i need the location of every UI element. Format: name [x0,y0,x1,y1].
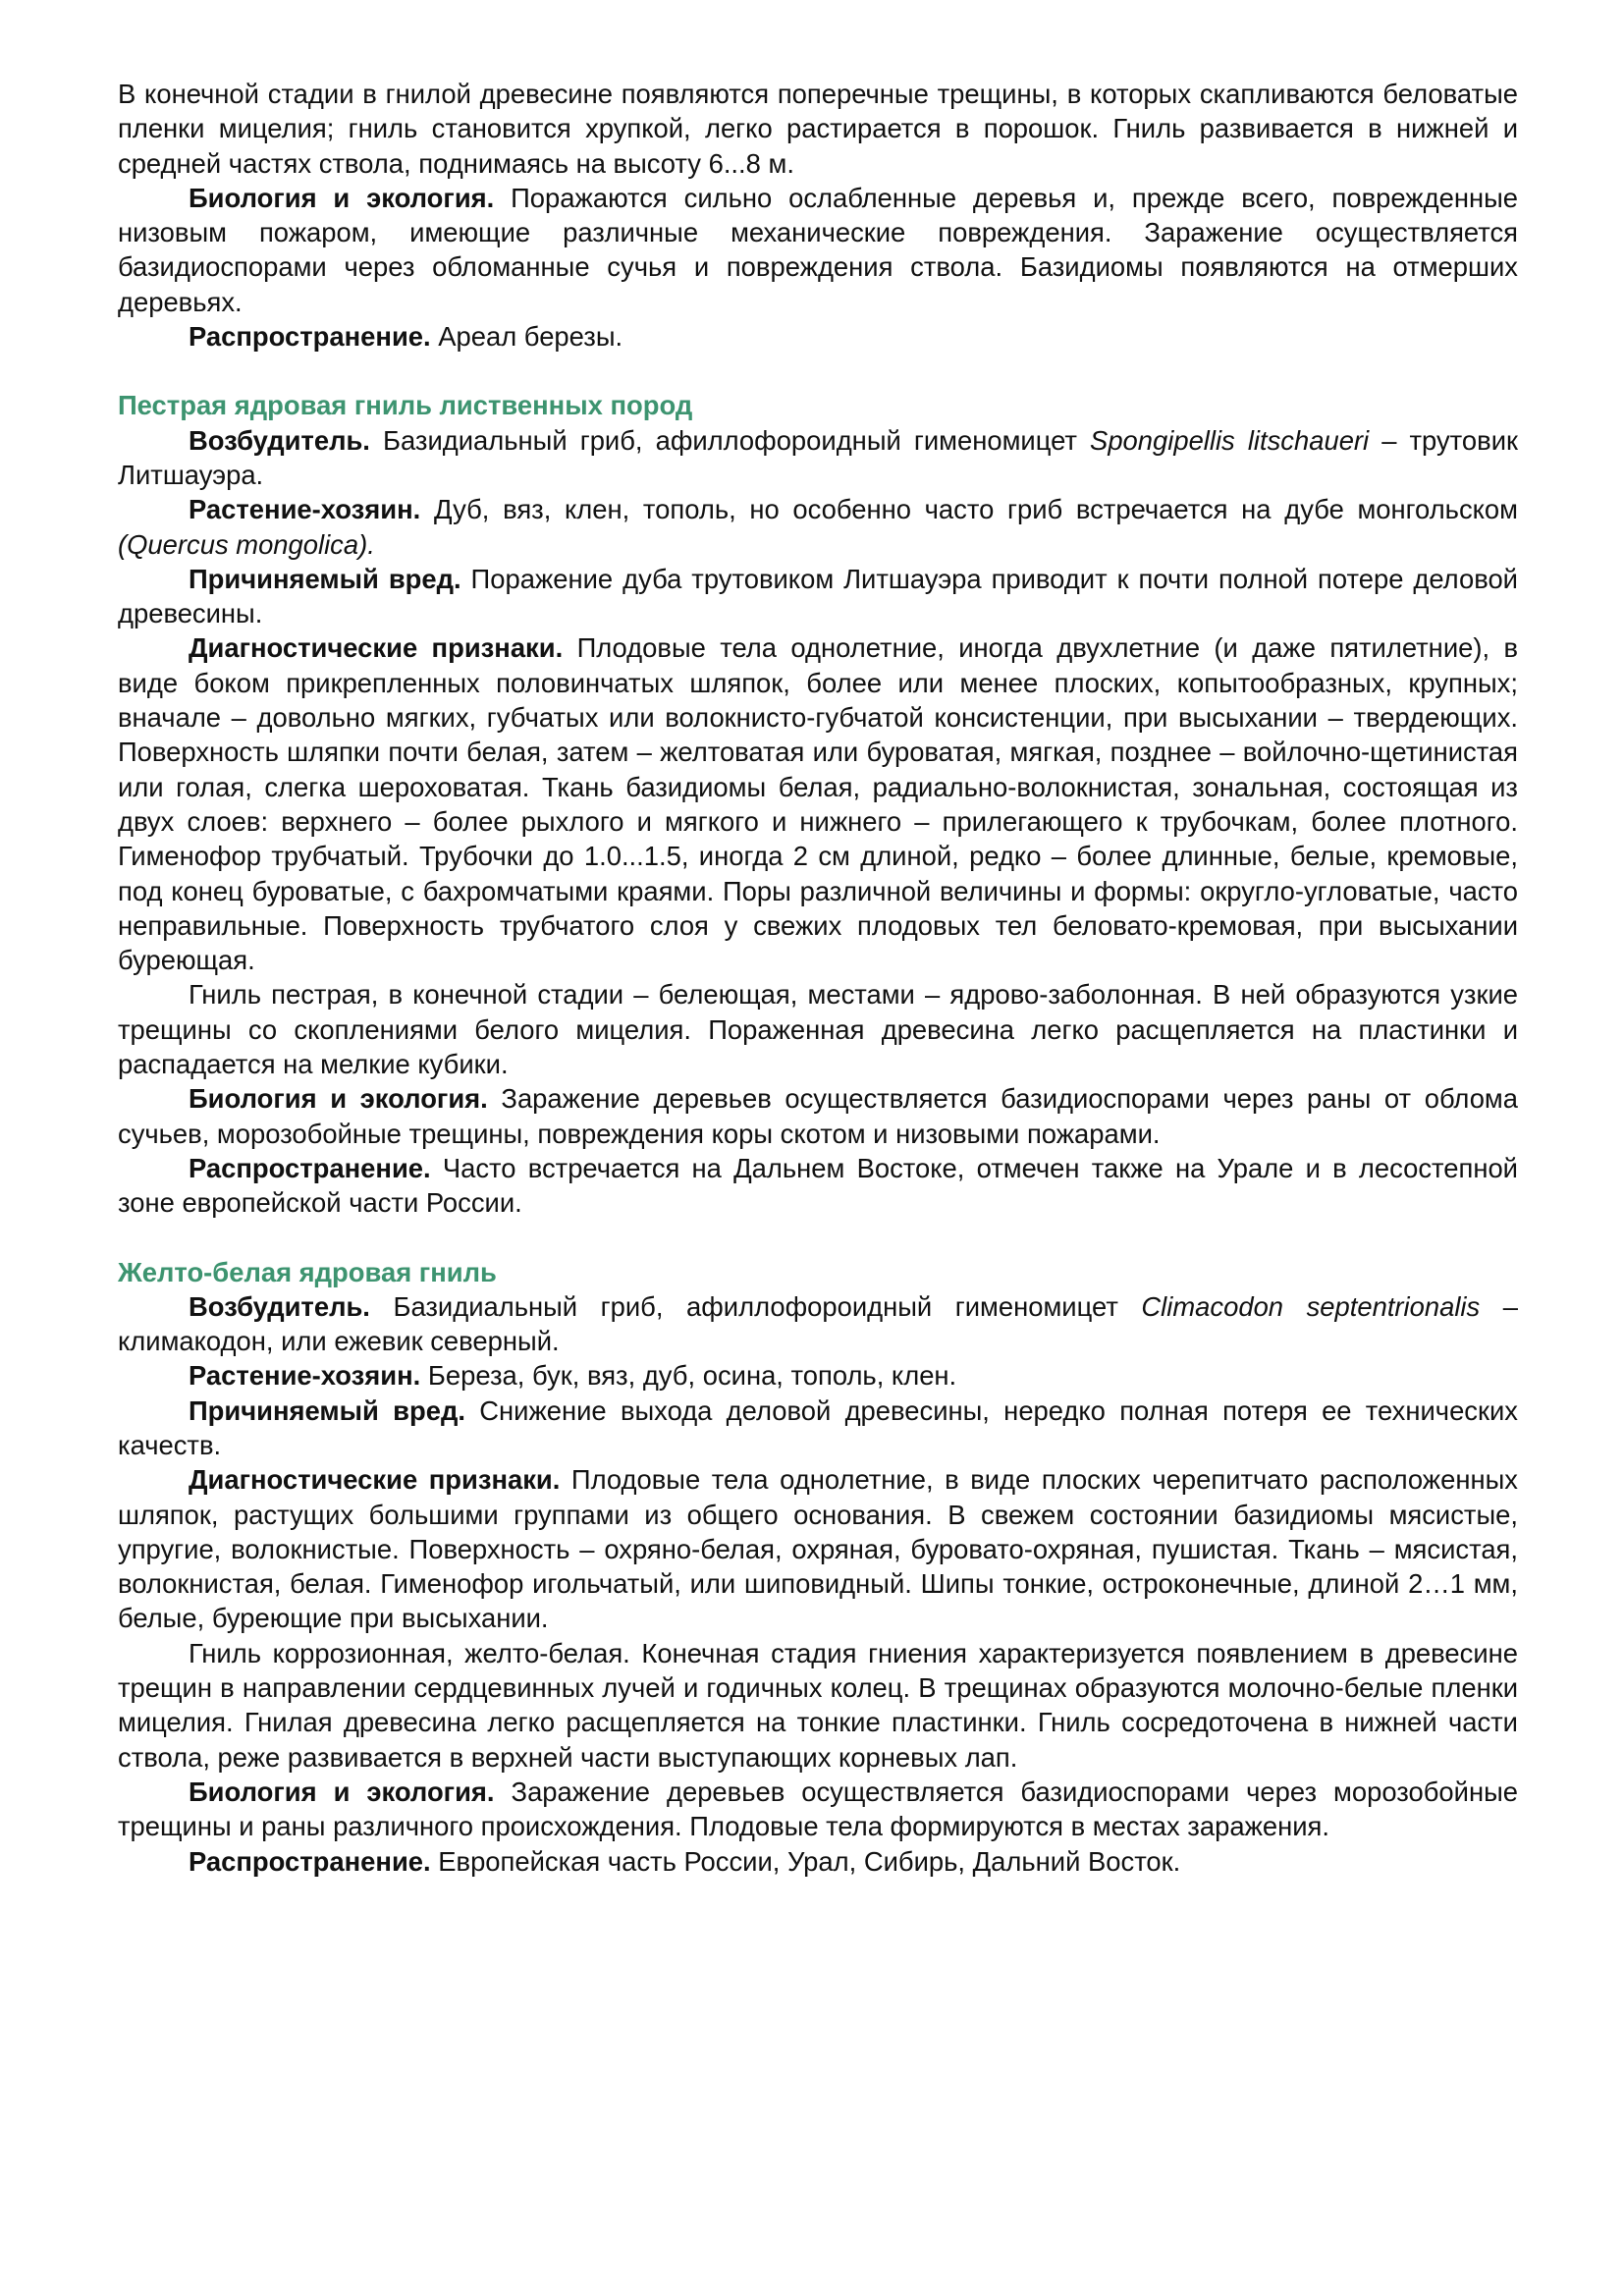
distribution-label: Распространение. [189,1845,431,1877]
document-page [118,77,1518,1879]
biology-paragraph [118,1775,1518,1844]
distribution-text: Ареал березы. [430,321,623,353]
biology-label: Биология и экология. [189,1776,495,1807]
agent-label: Возбудитель. [189,1290,370,1322]
host-paragraph [118,492,1518,562]
species-name: Spongipellis litschaueri [1090,424,1370,456]
section-heading: Пестрая ядровая гниль лиственных пород [118,390,693,421]
diagnostic-text: Плодовые тела однолетние, в виде плоских черепитчато расположенных шляпок, растущих большими группами из общего основания. В свежем состоянии базидиомы мясистые, упругие, волокнистые. Поверхность – охряно-белая, охряная, буровато-охряная, пушистая. Ткань – мясистая, волокнистая, белая. Гименофор игольчатый, или шиповидный. Шипы тонкие, остроконечные, длиной 2…1 мм, белые, буреющие при высыхании. [118,1464,1518,1634]
harm-paragraph [118,562,1518,631]
section-heading: Желто-белая ядровая гниль [118,1256,497,1287]
rot-paragraph: Гниль коррозионная, желто-белая. Конечная стадия гниения характеризуется появлением в древесине трещин в направлении сердцевинных лучей и годичных колец. В трещинах образуются молочно-белые пленки мицелия. Гнилая древесина легко расщепляется на тонкие пластинки. Гниль сосредоточена в нижней части ствола, реже развивается в верхней части выступающих корневых лап. [118,1637,1518,1773]
species-name: Climacodon septentrionalis [1141,1290,1481,1322]
host-species-name: (Quercus mongolica). [118,528,375,560]
biology-label: Биология и экология. [189,182,495,213]
agent-text-tail: – трутовик Литшауэра. [118,424,1518,490]
host-paragraph [118,1358,1518,1393]
harm-label: Причиняемый вред. [189,1394,465,1426]
distribution-text: Часто встречается на Дальнем Востоке, отмечен также на Урале и в лесостепной зоне европейской части России. [118,1152,1518,1219]
biology-label: Биология и экология. [189,1083,488,1115]
section-spacer [118,1221,1518,1255]
diagnostic-label: Диагностические признаки. [189,1464,561,1496]
biology-text: Заражение деревьев осуществляется базидиоспорами через морозобойные трещины и раны различного происхождения. Плодовые тела формируются в местах заражения. [118,1776,1518,1842]
distribution-label: Распространение. [189,1152,431,1183]
intro-distribution-paragraph [118,319,1518,354]
biology-text: Заражение деревьев осуществляется базидиоспорами через раны от облома сучьев, морозобойные трещины, повреждения коры скотом и низовыми пожарами. [118,1083,1518,1149]
agent-text: Базидиальный гриб, афиллофороидный гименомицет [369,424,1091,456]
harm-text: Снижение выхода деловой древесины, нередко полная потеря ее технических качеств. [118,1394,1518,1460]
host-text: Дуб, вяз, клен, тополь, но особенно часто гриб встречается на дубе монгольском [420,494,1518,525]
agent-paragraph [118,1289,1518,1359]
harm-text: Поражение дуба трутовиком Литшауэра приводит к почти полной потере деловой древесины. [118,563,1518,629]
host-text: Береза, бук, вяз, дуб, осина, тополь, клен. [420,1360,957,1392]
diagnostic-paragraph [118,1462,1518,1635]
agent-label: Возбудитель. [189,424,370,456]
biology-paragraph [118,1081,1518,1151]
biology-text: Поражаются сильно ослабленные деревья и, прежде всего, поврежденные низовым пожаром, имеющие различные механические повреждения. Заражение осуществляется базидиоспорами через обломанные сучья и повреждения ствола. Базидиомы появляются на отмерших деревьях. [118,182,1519,317]
agent-text: Базидиальный гриб, афиллофороидный гименомицет [369,1290,1142,1322]
intro-paragraph: В конечной стадии в гнилой древесине появляются поперечные трещины, в которых скапливаются беловатые пленки мицелия; гниль становится хрупкой, легко растирается в порошок. Гниль развивается в нижней и средней частях ствола, поднимаясь на высоту 6...8 м. [118,79,1518,179]
distribution-label: Распространение. [189,321,431,353]
host-label: Растение-хозяин. [189,494,421,525]
agent-text-tail: – климакодон, или ежевик северный. [118,1290,1518,1357]
section-spacer [118,354,1518,388]
distribution-paragraph [118,1844,1518,1879]
rot-paragraph: Гниль пестрая, в конечной стадии – белеющая, местами – ядрово-заболонная. В ней образуются узкие трещины со скоплениями белого мицелия. Пораженная древесина легко расщепляется на пластинки и распадается на мелкие кубики. [118,979,1518,1080]
harm-label: Причиняемый вред. [189,563,461,594]
diagnostic-label: Диагностические признаки. [189,632,564,664]
distribution-text: Европейская часть России, Урал, Сибирь, Дальний Восток. [430,1845,1181,1877]
diagnostic-text: Плодовые тела однолетние, иногда двухлетние (и даже пятилетние), в виде боком прикрепленных половинчатых шляпок, более или менее плоских, копытообразных, крупных; вначале – довольно мягких, губчатых или волокнисто-губчатой консистенции, при высыхании – твердеющих. Поверхность шляпки почти белая, затем – желтоватая или буроватая, мягкая, позднее – войлочно-щетинистая или голая, слегка шероховатая. Ткань базидиомы белая, радиально-волокнистая, зональная, состоящая из двух слоев: верхнего – более рыхлого и мягкого и нижнего – прилегающего к трубочкам, более плотного. Гименофор трубчатый. Трубочки до 1.0...1.5, иногда 2 см длиной, редко – более длинные, белые, кремовые, под конец буроватые, с бахромчатыми краями. Поры различной величины и формы: округло-угловатые, часто неправильные. Поверхность трубчатого слоя у свежих плодовых тел беловато-кремовая, при высыхании буреющая. [118,632,1518,976]
agent-paragraph [118,423,1518,493]
diagnostic-paragraph [118,630,1518,977]
distribution-paragraph [118,1151,1518,1221]
host-label: Растение-хозяин. [189,1360,421,1392]
harm-paragraph [118,1394,1518,1463]
intro-biology-paragraph [118,181,1518,319]
